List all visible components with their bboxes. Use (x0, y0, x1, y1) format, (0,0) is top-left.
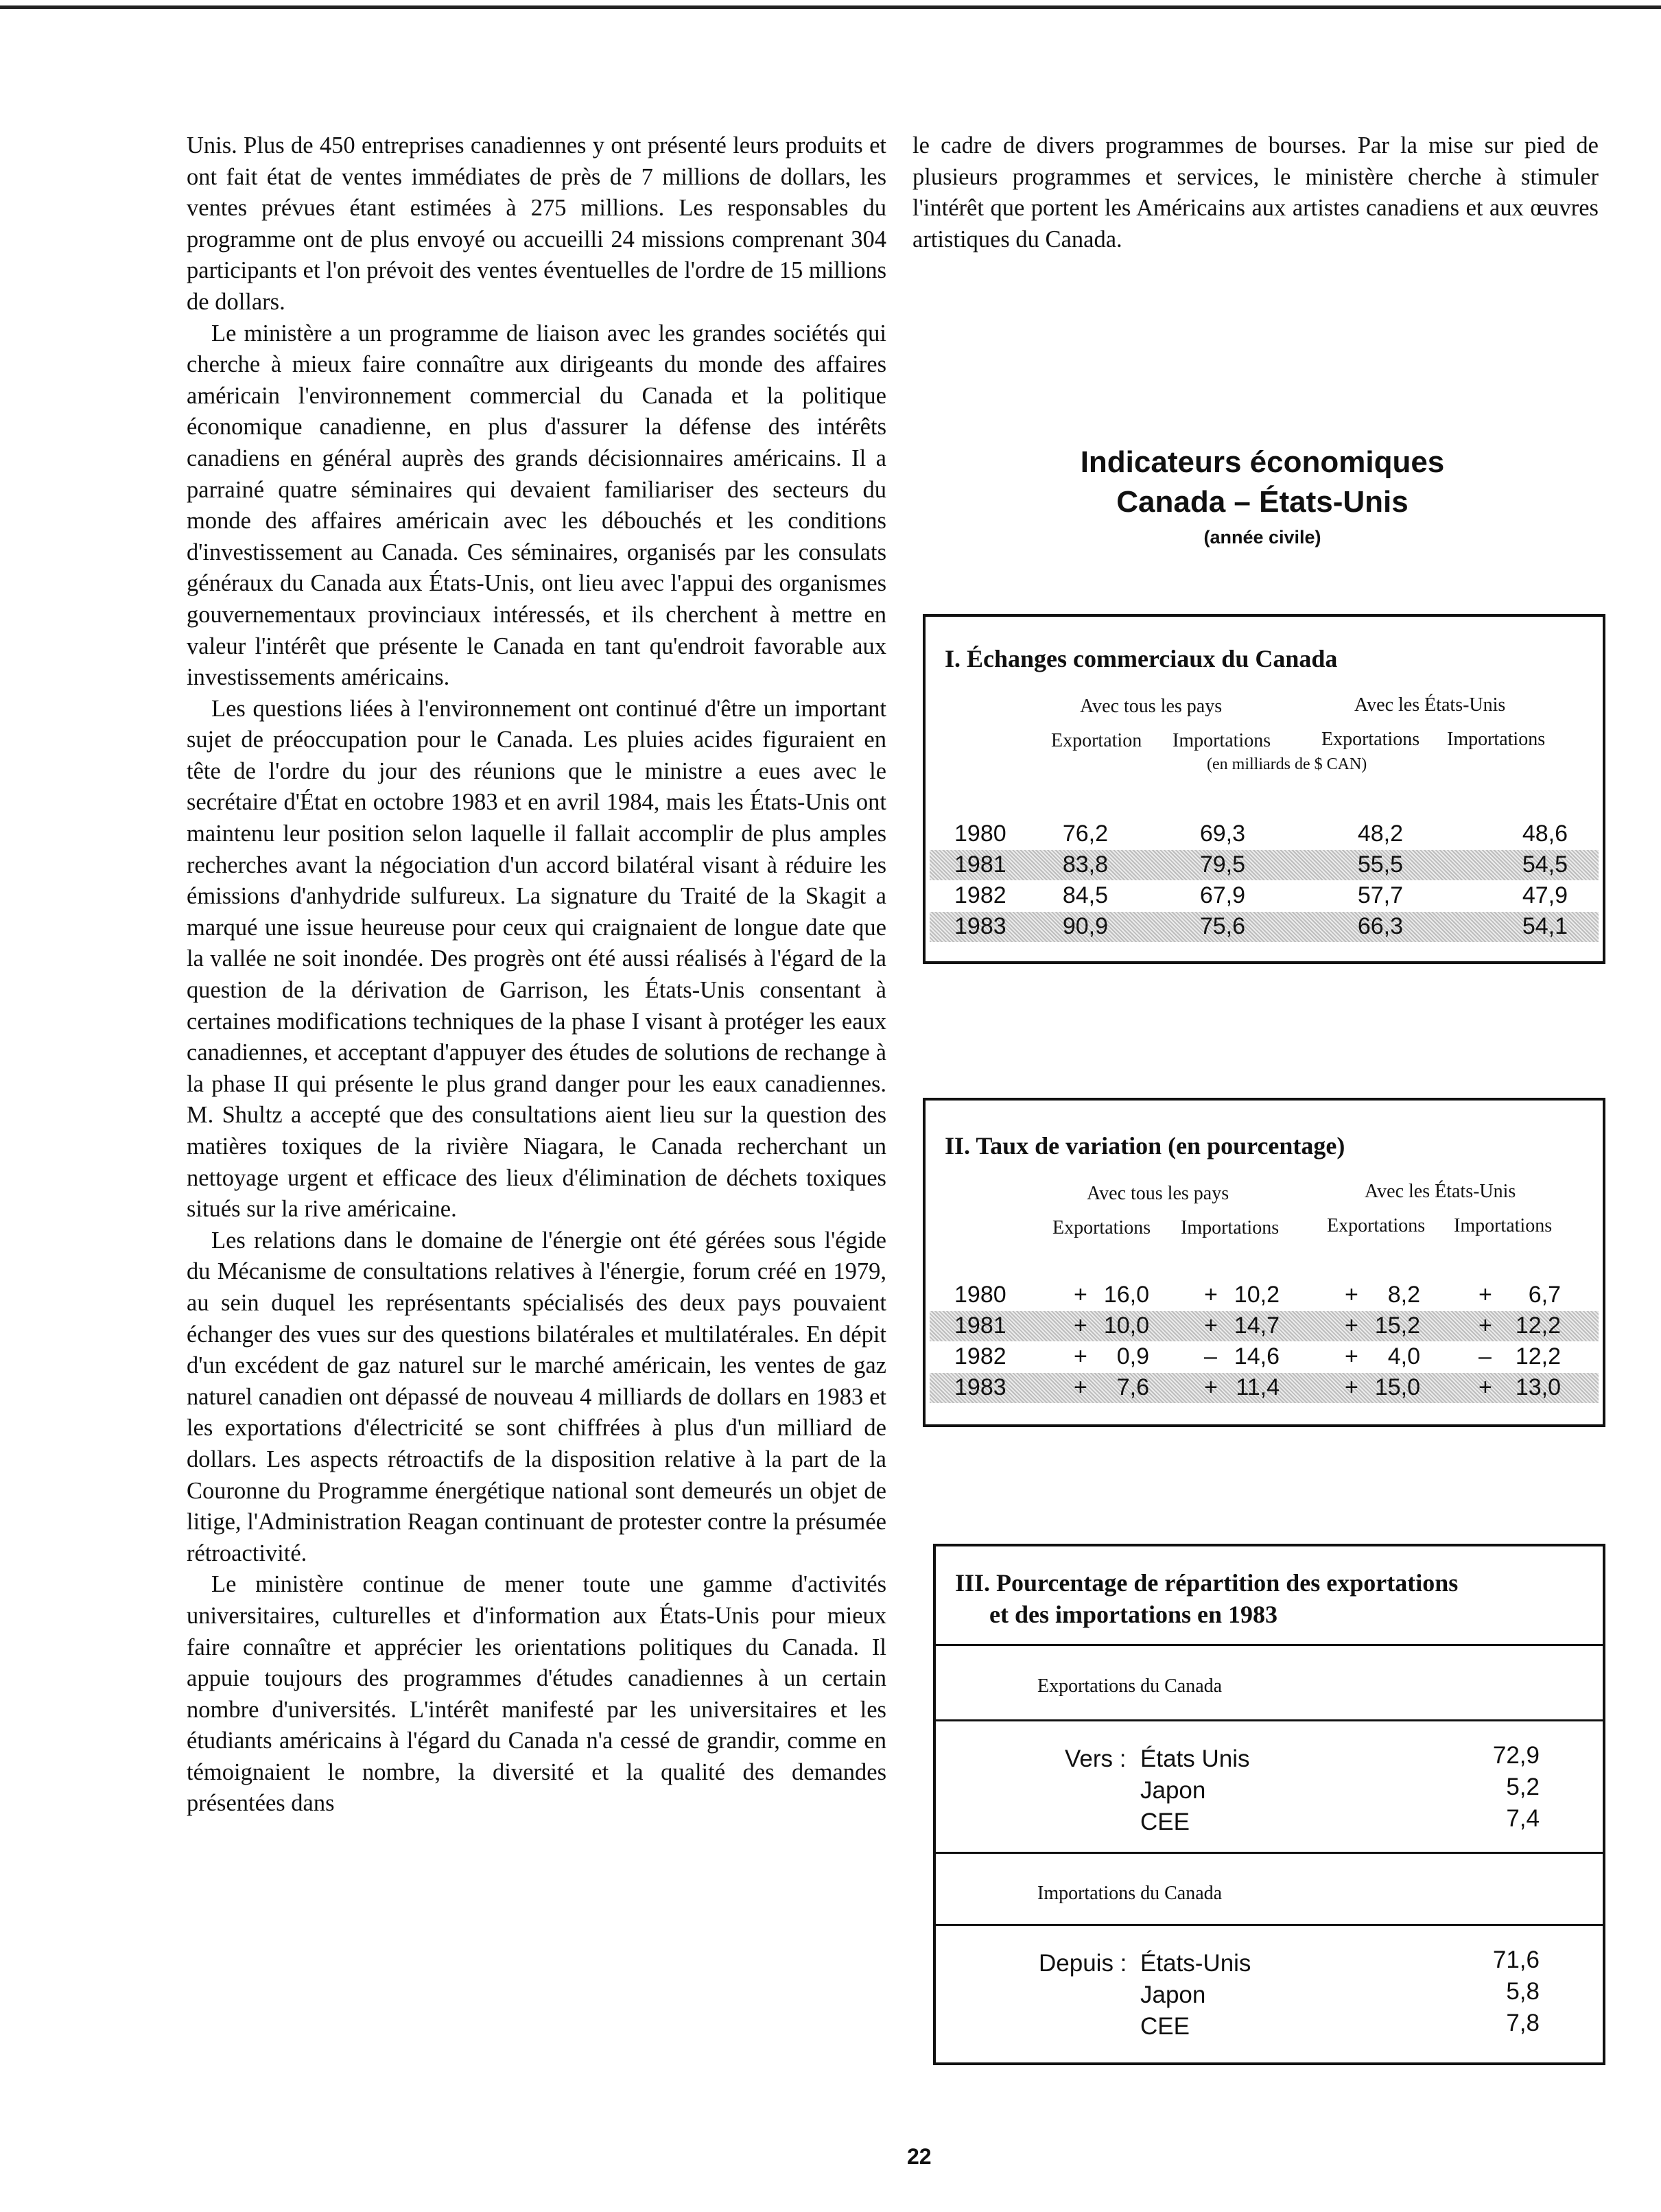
value-cell: 47,9 (1522, 882, 1568, 908)
value-cell: 48,2 (1357, 821, 1403, 847)
value-cell: 54,5 (1522, 851, 1568, 878)
sign-cell: + (1479, 1313, 1492, 1339)
page-number: 22 (907, 2144, 932, 2169)
value-cell: 15,0 (1374, 1374, 1420, 1400)
sign-cell: + (1074, 1343, 1087, 1369)
top-rule (0, 5, 1661, 9)
year-cell: 1980 (954, 821, 1006, 847)
sign-cell: – (1479, 1343, 1492, 1369)
value-cell: 55,5 (1357, 851, 1403, 878)
sign-cell: + (1204, 1313, 1218, 1339)
value-cell: 75,6 (1199, 913, 1245, 939)
table-title-line1: III. Pourcentage de répartition des exportations (955, 1569, 1459, 1597)
sign-cell: + (1479, 1374, 1492, 1400)
value-cell: 11,4 (1236, 1374, 1280, 1400)
divider (936, 1924, 1603, 1926)
table-row (930, 881, 1599, 911)
divider (936, 1852, 1603, 1854)
group-header-us: Avec les États-Unis (1354, 694, 1506, 716)
country-name: États Unis (1140, 1745, 1250, 1772)
year-cell: 1983 (954, 913, 1006, 939)
table-variation (923, 1098, 1605, 1427)
sign-cell: + (1074, 1313, 1087, 1339)
sign-cell: + (1204, 1374, 1218, 1400)
table-distribution (933, 1544, 1605, 2065)
indicators-title (919, 443, 1605, 522)
percent-value: 5,8 (1506, 1978, 1540, 2005)
value-cell: 66,3 (1357, 913, 1403, 939)
percent-value: 71,6 (1492, 1946, 1540, 1973)
value-cell: 13,0 (1515, 1374, 1561, 1400)
table-row (930, 1342, 1599, 1372)
table-row (930, 1311, 1599, 1341)
value-cell: 57,7 (1357, 882, 1403, 908)
country-name: États-Unis (1140, 1950, 1251, 1977)
percent-value: 72,9 (1492, 1742, 1540, 1769)
table-row (930, 912, 1599, 942)
table-title: II. Taux de variation (en pourcentage) (945, 1132, 1345, 1160)
paragraph: Les questions liées à l'environnement ont continué d'être un important sujet de préoccupation pour le Canada. Les pluies acides figuraient en tête de l'ordre du jour des réunions que le ministre a eues avec le secrétaire d'État en octobre 1983 et en avril 1984, mais les États-Unis ont maintenu leur position selon laquelle il fallait accomplir de plus amples recherches avant la négociation d'un accord bilatéral visant à réduire les émissions d'anhydride sulfureux. La signature du Traité de la Skagit a marqué une issue heureuse pour ceux qui craignaient de longue date que la vallée ne soit inondée. Des progrès ont été aussi réalisés à l'égard de la question de la dérivation de Garrison, les États-Unis consentant à certaines modifications techniques de la phase I visant à protéger les eaux canadiennes, et acceptant d'appuyer des études de solutions de rechange à la phase II qui présente le plus grand danger pour les eaux canadiennes. M. Shultz a accepté que des consultations aient lieu sur la question des matières toxiques de la rivière Niagara, le Canada recherchant un nettoyage urgent et efficace des lieux d'élimination de déchets toxiques situés sur la rive américaine. (187, 695, 886, 1223)
column-header: Exportations (1327, 1215, 1426, 1236)
sign-cell: + (1345, 1282, 1358, 1308)
table-title: I. Échanges commerciaux du Canada (945, 645, 1338, 672)
column-header: Exportations (1052, 1217, 1151, 1238)
value-cell: 7,6 (1116, 1374, 1149, 1400)
value-cell: 14,7 (1234, 1313, 1280, 1339)
value-cell: 15,2 (1374, 1313, 1420, 1339)
country-name: Japon (1140, 1981, 1206, 2008)
indicators-title-line2: Canada – États-Unis (1116, 485, 1409, 519)
sign-cell: + (1345, 1313, 1358, 1339)
year-cell: 1980 (954, 1282, 1006, 1308)
table-row (930, 819, 1599, 849)
sign-cell: + (1074, 1374, 1087, 1400)
paragraph: Les relations dans le domaine de l'énergie ont été gérées sous l'égide du Mécanisme de consultations relatives à l'énergie, forum créé en 1979, au sein duquel les représentants spécialisés des deux pays pouvaient échanger des vues sur des questions bilatérales et multilatérales. En dépit d'un excédent de gaz naturel sur le marché américain, les ventes de gaz naturel canadien ont dépassé de nouveau 4 milliards de dollars en 1983 et les exportations d'électricité se sont chiffrées à plus d'un milliard de dollars. Les aspects rétroactifs de la disposition relative à la part de la Couronne du Programme énergétique national sont demeurés un objet de litige, l'Administration Reagan continuant de protester contre la présumée rétroactivité. (187, 1227, 886, 1566)
exports-prefix: Vers : (1065, 1745, 1127, 1772)
value-cell: 54,1 (1522, 913, 1568, 939)
sign-cell: + (1204, 1282, 1218, 1308)
imports-label: Importations du Canada (1037, 1883, 1223, 1904)
year-cell: 1981 (954, 1313, 1006, 1339)
right-column-paragraph: le cadre de divers programmes de bourses. Par la mise sur pied de plusieurs programmes et services, le ministère cherche à stimuler l'intérêt que portent les Américains aux artistes canadiens et aux œuvres artistiques du Canada. (912, 132, 1599, 252)
year-cell: 1982 (954, 882, 1006, 908)
column-header: Importations (1454, 1215, 1553, 1236)
value-cell: 4,0 (1387, 1343, 1420, 1369)
value-cell: 48,6 (1522, 821, 1568, 847)
country-name: CEE (1140, 2013, 1190, 2040)
column-header: Importations (1173, 730, 1271, 751)
value-cell: 10,0 (1103, 1313, 1149, 1339)
left-column (187, 130, 886, 1820)
percent-value: 7,8 (1506, 2010, 1540, 2036)
unit-label: (en milliards de $ CAN) (1207, 755, 1367, 773)
country-name: Japon (1140, 1777, 1206, 1804)
value-cell: 90,9 (1062, 913, 1108, 939)
indicators-title-line1: Indicateurs économiques (1080, 445, 1445, 479)
sign-cell: + (1074, 1282, 1087, 1308)
table-trade (923, 614, 1605, 964)
percent-value: 5,2 (1506, 1774, 1540, 1800)
column-header: Exportations (1321, 729, 1420, 750)
value-cell: 76,2 (1062, 821, 1108, 847)
value-cell: 83,8 (1062, 851, 1108, 878)
value-cell: 79,5 (1199, 851, 1245, 878)
table-row (930, 1280, 1599, 1310)
group-header-us: Avec les États-Unis (1365, 1181, 1516, 1202)
value-cell: 16,0 (1103, 1282, 1149, 1308)
group-header-all: Avec tous les pays (1080, 696, 1223, 717)
value-cell: 67,9 (1199, 882, 1245, 908)
exports-label: Exportations du Canada (1037, 1675, 1223, 1697)
divider (936, 1644, 1603, 1646)
value-cell: 10,2 (1234, 1282, 1280, 1308)
value-cell: 12,2 (1515, 1343, 1561, 1369)
value-cell: 14,6 (1234, 1343, 1280, 1369)
sign-cell: + (1345, 1343, 1358, 1369)
country-name: CEE (1140, 1809, 1190, 1835)
percent-value: 7,4 (1506, 1805, 1540, 1832)
table-title (955, 1567, 1458, 1630)
imports-prefix: Depuis : (1039, 1950, 1127, 1977)
sign-cell: + (1345, 1374, 1358, 1400)
column-header: Importations (1181, 1217, 1280, 1238)
column-header: Importations (1447, 729, 1546, 750)
sign-cell: + (1479, 1282, 1492, 1308)
sign-cell: – (1204, 1343, 1217, 1369)
value-cell: 8,2 (1387, 1282, 1420, 1308)
paragraph: Unis. Plus de 450 entreprises canadiennes y ont présenté leurs produits et ont fait état de ventes immédiates de près de 7 millions de dollars, les ventes prévues étant estimées à 275 millions. Les responsables du programme ont de plus envoyé ou accueilli 24 missions comprenant 304 participants et l'on prévoit des ventes éventuelles de l'ordre de 15 millions de dollars. (187, 132, 886, 315)
table-row (930, 850, 1599, 880)
table-row (930, 1373, 1599, 1403)
value-cell: 6,7 (1528, 1282, 1561, 1308)
paragraph: Le ministère continue de mener toute une gamme d'activités universitaires, culturelles et d'information aux États-Unis pour mieux faire connaître et apprécier les orientations politiques du Canada. Il appuie toujours des programmes d'études canadiennes à un certain nombre d'universités. L'intérêt manifesté par les universitaires et les étudiants américains à l'égard du Canada n'a cessé de grandir, comme en témoignaient le nombre, la diversité et la qualité des demandes présentées dans (187, 1571, 886, 1817)
group-header-all: Avec tous les pays (1087, 1183, 1229, 1204)
paragraph: Le ministère a un programme de liaison avec les grandes sociétés qui cherche à mieux faire connaître aux dirigeants du monde des affaires américain l'environnement commercial du Canada et la politique économique canadienne, en plus d'assurer la défense des intérêts canadiens en général auprès des grands décisionnaires américains. Il a parrainé quatre séminaires qui devaient familiariser des secteurs du monde des affaires américain avec les débouchés et les conditions d'investissement au Canada. Ces séminaires, organisés par les consulats généraux du Canada aux États-Unis, ont lieu avec l'appui des organismes gouvernementaux provinciaux intéressés, et ils cherchent à mettre en valeur l'intérêt que présente le Canada en tant qu'endroit favorable aux investissements américains. (187, 320, 886, 691)
value-cell: 0,9 (1116, 1343, 1149, 1369)
year-cell: 1981 (954, 851, 1006, 878)
indicators-subtitle: (année civile) (1203, 527, 1321, 548)
table-title-line2: et des importations en 1983 (989, 1601, 1277, 1628)
value-cell: 84,5 (1062, 882, 1108, 908)
column-header: Exportation (1051, 730, 1142, 751)
value-cell: 69,3 (1199, 821, 1245, 847)
value-cell: 12,2 (1515, 1313, 1561, 1339)
divider (936, 1719, 1603, 1721)
year-cell: 1982 (954, 1343, 1006, 1369)
year-cell: 1983 (954, 1374, 1006, 1400)
